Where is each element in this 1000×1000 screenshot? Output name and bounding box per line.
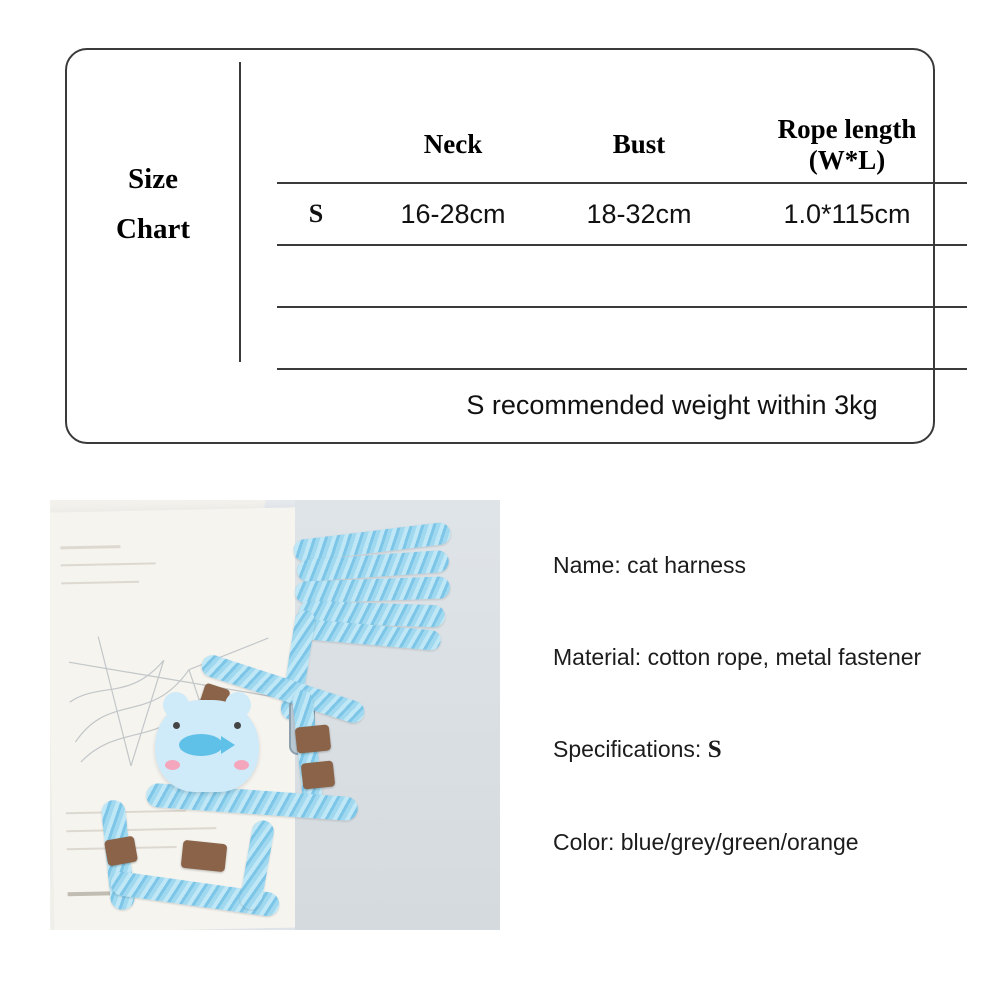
cell-rope bbox=[727, 245, 967, 307]
cell-bust bbox=[551, 245, 727, 307]
header-rope-length-line2: (W*L) bbox=[808, 145, 886, 175]
cell-size-code bbox=[277, 307, 355, 369]
spec-value-material: cotton rope, metal fastener bbox=[647, 644, 922, 670]
buckle-bottom bbox=[181, 840, 228, 872]
buckle-left bbox=[104, 836, 138, 867]
spec-value-color: blue/grey/green/orange bbox=[620, 829, 859, 855]
size-table-wrapper bbox=[239, 50, 933, 442]
spec-value-name: cat harness bbox=[627, 552, 747, 578]
weight-recommendation-note: S recommended weight within 3kg bbox=[466, 390, 878, 420]
cell-rope: 1.0*115cm bbox=[727, 183, 967, 245]
spec-label-specifications: Specifications: bbox=[553, 736, 702, 762]
fish-charm bbox=[155, 700, 259, 792]
product-photo bbox=[50, 500, 500, 930]
header-size-code bbox=[277, 108, 355, 183]
product-specs bbox=[553, 552, 973, 856]
spec-label-color: Color: bbox=[553, 829, 615, 855]
cell-rope bbox=[727, 307, 967, 369]
cell-bust: 18-32cm bbox=[551, 183, 727, 245]
header-rope-length-line1: Rope length bbox=[777, 113, 917, 144]
table-row bbox=[277, 307, 967, 369]
cell-neck: 16-28cm bbox=[355, 183, 551, 245]
spec-row-name bbox=[553, 552, 973, 579]
spec-row-material bbox=[553, 644, 973, 671]
size-chart-label-line1: Size bbox=[128, 163, 178, 195]
table-header-row bbox=[277, 108, 967, 183]
header-neck: Neck bbox=[423, 129, 483, 160]
size-chart-label-line2: Chart bbox=[115, 213, 191, 245]
table-row bbox=[277, 245, 967, 307]
cell-neck bbox=[355, 245, 551, 307]
header-rope-length bbox=[727, 108, 967, 183]
buckle-top bbox=[295, 724, 332, 753]
buckle-middle bbox=[301, 760, 336, 789]
spec-label-material: Material: bbox=[553, 644, 642, 670]
fish-graphic bbox=[179, 734, 223, 756]
spec-value-specifications: S bbox=[707, 736, 722, 763]
spec-label-name: Name: bbox=[553, 552, 621, 578]
cell-neck bbox=[355, 307, 551, 369]
cell-size-code bbox=[277, 245, 355, 307]
leash-coil bbox=[293, 517, 453, 652]
spec-row-color bbox=[553, 829, 973, 856]
header-bust: Bust bbox=[612, 129, 666, 160]
size-chart-label bbox=[67, 50, 239, 442]
cell-size-code: S bbox=[277, 183, 355, 245]
size-table bbox=[277, 108, 967, 370]
size-chart-card bbox=[65, 48, 935, 444]
spec-row-specifications bbox=[553, 736, 973, 764]
table-row bbox=[277, 183, 967, 245]
cell-bust bbox=[551, 307, 727, 369]
